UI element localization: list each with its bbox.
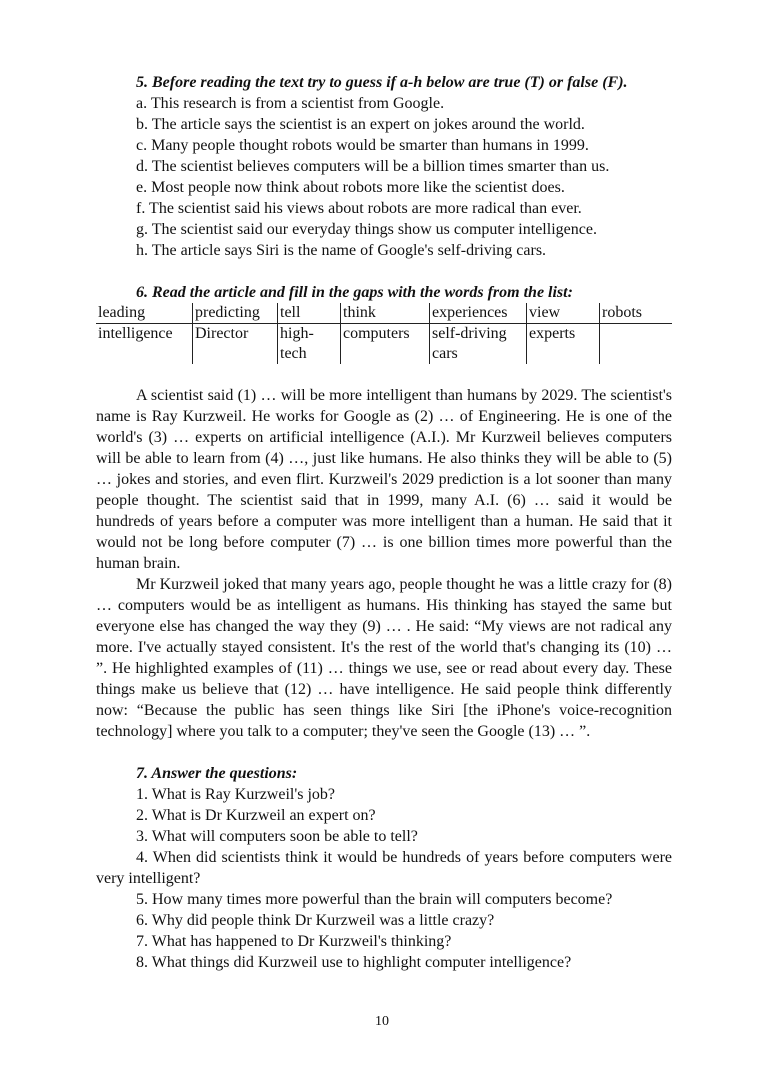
section-5-heading: 5. Before reading the text try to guess if a-h below are true (T) or false (F). [136, 74, 628, 91]
table-row [96, 324, 672, 365]
page-content [96, 72, 672, 973]
article-paragraph: A scientist said (1) … will be more intelligent than humans by 2029. The scientist's name is Ray Kurzweil. He works for Google as (2) … of Engineering. He is one of the world's (3) … experts on artificial intelligence (A.I.). Mr Kurzweil believes computers will be able to learn from (4) …, just like humans. He also thinks they will be able to (5) … jokes and stories, and even flirt. Kurzweil's 2029 prediction is a lot sooner than many people thought. The scientist said that in 1999, many A.I. (6) … said it would be hundreds of years before a computer was more intelligent than a human. He said that it would not be long before computer (7) … is one billion times more powerful than the human brain. [96, 387, 672, 572]
table-row [96, 303, 672, 324]
table-cell: predicting [193, 303, 278, 324]
table-cell: robots [600, 303, 673, 324]
article-paragraph: Mr Kurzweil joked that many years ago, people thought he was a little crazy for (8) … computers would be as intelligent as humans. His thinking has stayed the same but everyone else has changed the way they (9) … . He said: “My views are not radical any more. I've actually stayed consistent. It's the rest of the world that's changing its (10) … ”. He highlighted examples of (11) … things we use, see or read about every day. These things make us believe that (12) … have intelligence. He said people think differently now: “Because the public has seen things like Siri [the iPhone's voice-recognition technology] where you talk to a computer; they've seen the Google (13) … ”. [96, 576, 672, 740]
section-5-list [96, 93, 672, 261]
section-7-list [96, 784, 672, 973]
table-cell: intelligence [98, 325, 173, 342]
table-cell: experts [527, 324, 600, 365]
section-6-heading: 6. Read the article and fill in the gaps with the words from the list: [136, 284, 573, 301]
page-number: 10 [375, 1014, 389, 1029]
list-item: g. The scientist said our everyday things show us computer intelligence. [136, 221, 597, 238]
table-cell: leading [96, 303, 193, 324]
table-cell [600, 324, 673, 365]
table-cell: think [341, 303, 430, 324]
list-item: b. The article says the scientist is an expert on jokes around the world. [136, 116, 585, 133]
spacer [96, 742, 672, 763]
list-item: e. Most people now think about robots more like the scientist does. [136, 179, 565, 196]
section-7-heading: 7. Answer the questions: [136, 765, 298, 782]
list-item: h. The article says Siri is the name of Google's self-driving cars. [136, 242, 547, 259]
list-item: 6. Why did people think Dr Kurzweil was a little crazy? [136, 912, 495, 929]
list-item: 5. How many times more powerful than the brain will computers become? [136, 891, 613, 908]
table-cell: tell [278, 303, 341, 324]
list-item: 1. What is Ray Kurzweil's job? [136, 786, 335, 803]
list-item: 3. What will computers soon be able to tell? [136, 828, 418, 845]
table-cell: computers [341, 324, 430, 365]
list-item: c. Many people thought robots would be smarter than humans in 1999. [136, 137, 589, 154]
table-cell: self-driving cars [430, 324, 527, 365]
list-item: a. This research is from a scientist from Google. [136, 95, 445, 112]
table-cell: view [527, 303, 600, 324]
table-cell: experiences [430, 303, 527, 324]
table-cell: high-tech [278, 324, 341, 365]
spacer [96, 364, 672, 385]
table-cell: Director [193, 324, 278, 365]
list-item: 2. What is Dr Kurzweil an expert on? [136, 807, 376, 824]
list-item: d. The scientist believes computers will be a billion times smarter than us. [136, 158, 610, 175]
word-list-table [96, 303, 672, 364]
list-item: 4. When did scientists think it would be hundreds of years before computers were very intelligent? [96, 849, 672, 887]
spacer [96, 261, 672, 282]
list-item: 8. What things did Kurzweil use to highlight computer intelligence? [136, 954, 572, 971]
list-item: f. The scientist said his views about robots are more radical than ever. [136, 200, 582, 217]
list-item: 7. What has happened to Dr Kurzweil's thinking? [136, 933, 452, 950]
